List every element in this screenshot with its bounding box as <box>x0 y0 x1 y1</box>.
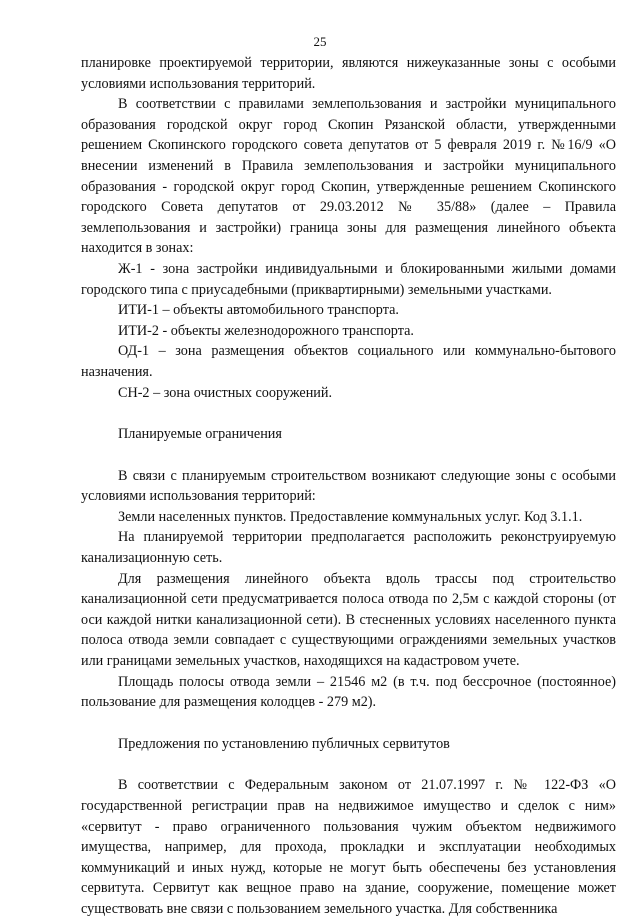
section-heading-public-servitudes: Предложения по установлению публичных сервитутов <box>118 735 450 752</box>
page-number: 25 <box>313 34 327 49</box>
paragraph-zones-intro-continued: планировке проектируемой территории, являются нижеуказанные зоны с особыми условиями использования территорий. <box>81 55 616 92</box>
paragraph-sewer-network: На планируемой территории предполагается расположить реконструируемую канализационную сеть. <box>81 529 616 567</box>
spacer <box>81 754 616 775</box>
paragraph-zone-iti2: ИТИ-2 - объекты железнодорожного транспорта. <box>118 322 414 339</box>
paragraph-zone-sn2: СН-2 – зона очистных сооружений. <box>118 384 333 401</box>
paragraph-land-category: Земли населенных пунктов. Предоставление коммунальных услуг. Код 3.1.1. <box>118 508 583 525</box>
paragraph-federal-law: В соответствии с Федеральным законом от 21.07.1997 г. № 122-ФЗ «О государственной регистрации прав на недвижимое имущество и сделок с ним» «сервитут - право ограниченного пользования чужим объектом недвижимого имущества, например, для прохода, прокладки и эксплуатации необходимых коммуникаций и иных нужд, которые не могут быть обеспечены без установления сервитута. Сервитут как вещное право на здание, сооружение, помещение может существовать вне связи с пользованием земельного участка. Для собственника <box>81 777 616 917</box>
paragraph-zone-iti1: ИТИ-1 – объекты автомобильного транспорта. <box>118 302 399 319</box>
spacer <box>81 445 616 466</box>
paragraph-right-of-way: Для размещения линейного объекта вдоль трассы под строительство канализационной сети предусматривается полоса отвода по 2,5м с каждой стороны (от оси каждой нитки канализационной сети). В стесненных условиях населенного пункта полоса отвода земли совпадает с существующими ограждениями земельных участков или границами земельных участков, находящихся на кадастровом учете. <box>81 570 616 670</box>
paragraph-area: Площадь полосы отвода земли – 21546 м2 (в т.ч. под бессрочное (постоянное) пользование для размещения колодцев - 279 м2). <box>81 673 616 711</box>
paragraph-land-use-rules: В соответствии с правилами землепользования и застройки муниципального образования городской округ город Скопин Рязанской области, утвержденными решением Скопинского городского совета депутатов от 5 февраля 2019 г. №16/9 «О внесении изменений в Правила землепользования и застройки муниципального образования - городской округ город Скопин, утвержденные решением Скопинского городского Совета депутатов от 29.03.2012 № 35/88» (далее – Правила землепользования и застройки) граница зоны для размещения линейного объекта находится в зонах: <box>81 96 616 257</box>
paragraph-zone-od1: ОД-1 – зона размещения объектов социального или коммунально-бытового назначения. <box>81 343 616 380</box>
document-body <box>81 53 616 920</box>
paragraph-zone-zh1: Ж-1 - зона застройки индивидуальными и блокированными жилыми домами городского типа с приусадебными (приквартирными) земельными участками. <box>81 260 616 298</box>
spacer <box>81 403 616 424</box>
spacer <box>81 713 616 734</box>
section-heading-planned-restrictions: Планируемые ограничения <box>118 426 282 443</box>
paragraph-restriction-zones: В связи с планируемым строительством возникают следующие зоны с особыми условиями использования территорий: <box>81 467 616 505</box>
